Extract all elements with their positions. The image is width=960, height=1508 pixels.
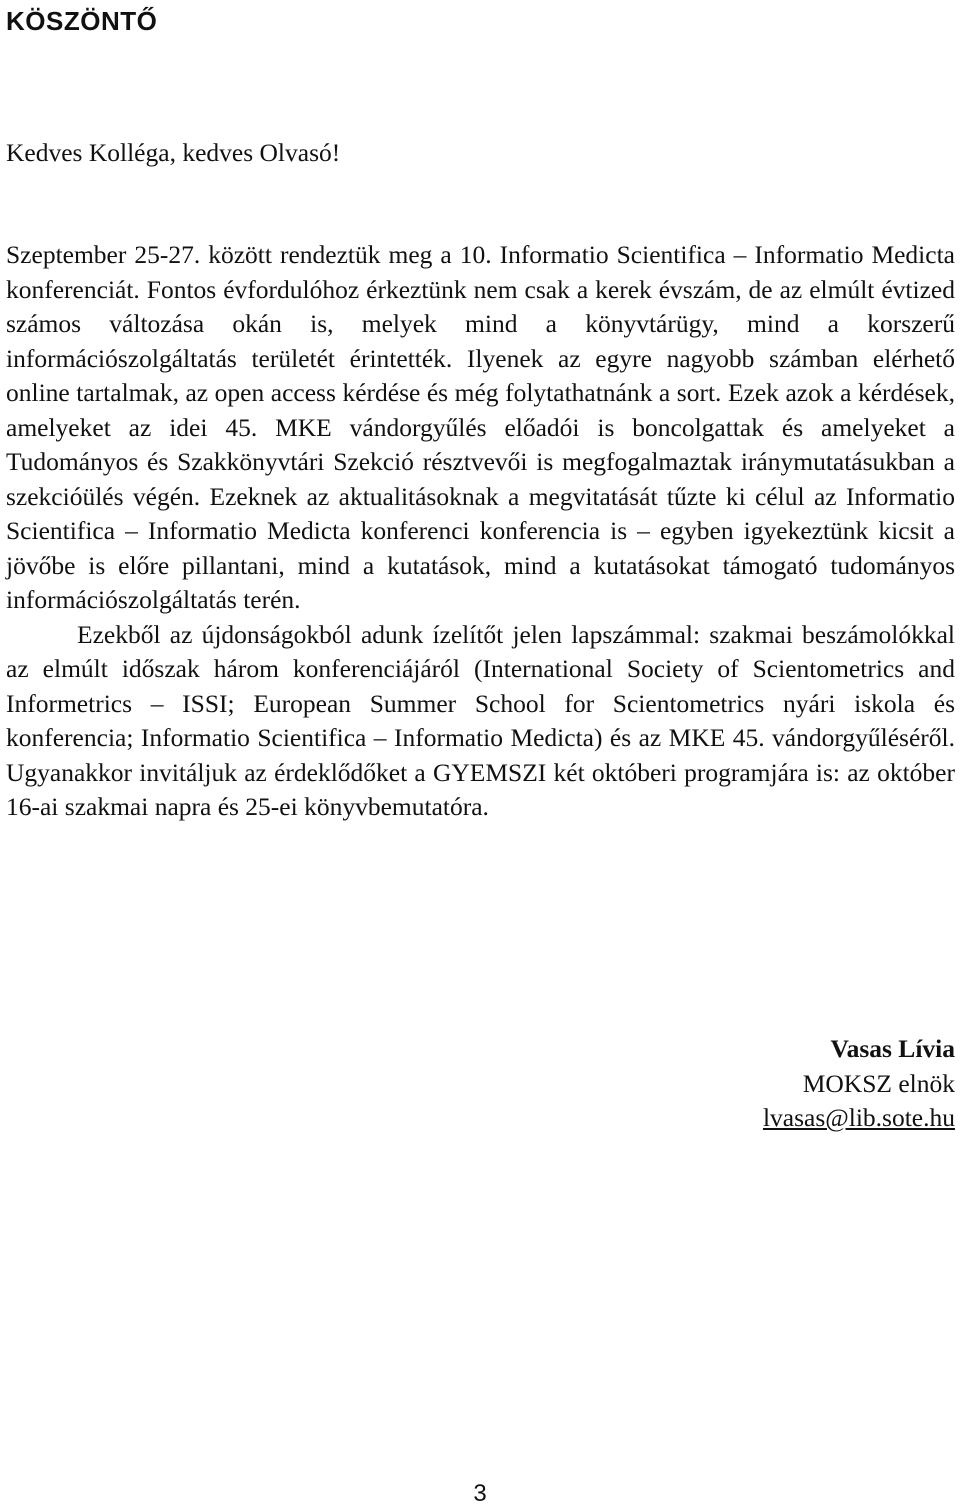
signature-title: MOKSZ elnök xyxy=(802,1068,955,1098)
body-text xyxy=(6,238,955,825)
signature-name: Vasas Lívia xyxy=(830,1034,955,1063)
signature-email-link[interactable]: lvasas@lib.sote.hu xyxy=(762,1103,955,1132)
greeting-line: Kedves Kolléga, kedves Olvasó! xyxy=(6,138,341,167)
paragraph-issue-contents: Ezekből az újdonságokból adunk ízelítőt jelen lapszámmal: szakmai beszámolókkal az elmúlt időszak három konferenciájáról (International Society of Scientometrics and Informetrics – ISSI; European Summer School for Scientometrics nyári iskola és konferencia; Informatio Scientifica – Informatio Medicta) és az MKE 45. vándorgyűléséről. Ugyanakkor invitáljuk az érdeklődőket a GYEMSZI két októberi programjára is: az október 16-ai szakmai napra és 25-ei könyvbemutatóra. xyxy=(6,619,955,821)
signature-block xyxy=(763,1032,955,1136)
paragraph-intro: Szeptember 25-27. között rendeztük meg a 10. Informatio Scientifica – Informatio Medicta konferenciát. Fontos évfordulóhoz érkeztünk nem csak a kerek évszám, de az elmúlt évtized számos változása okán is, melyek mind a könyvtárügy, mind a korszerű információszolgáltatás területét érintették. Ilyenek az egyre nagyobb számban elérhető online tartalmak, az open access kérdése és még folytathatnánk a sort. Ezek azok a kérdések, amelyeket az idei 45. MKE vándorgyűlés előadói is boncolgattak és amelyeket a Tudományos és Szakkönyvtári Szekció résztvevői is megfogalmaztak iránymutatásukban a szekcióülés végén. Ezeknek az aktualitásoknak a megvitatását tűzte ki célul az Informatio Scientifica – Informatio Medicta konferenci konferencia is – egyben igyekeztünk kicsit a jövőbe is előre pillantani, mind a kutatások, mind a kutatásokat támogató tudományos információszolgáltatás terén. xyxy=(6,240,955,614)
page-heading: KÖSZÖNTŐ xyxy=(6,6,158,36)
page-number: 3 xyxy=(473,1480,487,1507)
